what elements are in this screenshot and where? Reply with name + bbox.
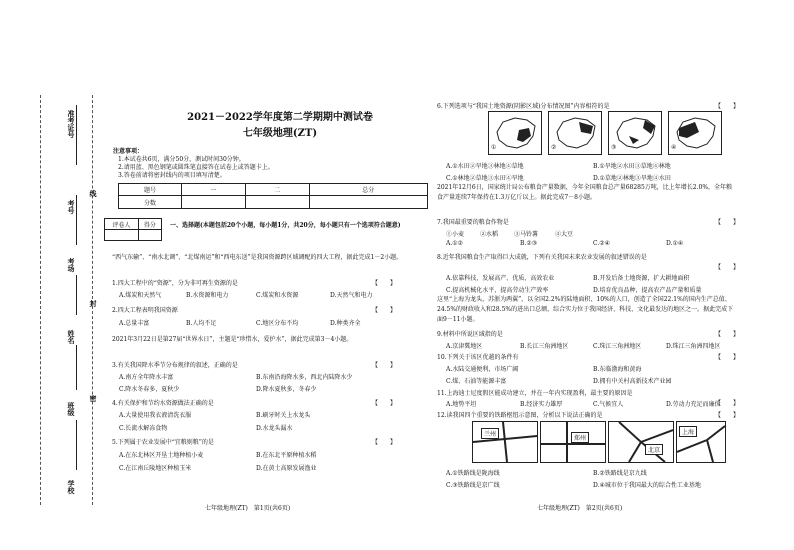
q8-option-c[interactable]: C.提高机械化水平，提高劳动生产效率 xyxy=(446,287,549,294)
map-2-label: ② xyxy=(551,144,557,151)
note-3: 3.答卷前请将密封线内的项目填写清楚。 xyxy=(118,172,226,179)
q10-option-c[interactable]: C.煤、石油等能源丰富 xyxy=(446,378,507,385)
grade-cell[interactable] xyxy=(138,230,161,241)
q8-option-b[interactable]: B.开发后备土地资源，扩大耕地面积 xyxy=(593,275,690,282)
label-class: 班级 xyxy=(67,402,76,416)
score-cell[interactable] xyxy=(182,196,246,209)
score-header-1: 一 xyxy=(182,184,246,196)
label-exam-id: 准考证号 xyxy=(67,110,76,138)
q10-option-b[interactable]: B.东临渤海和黄海 xyxy=(593,366,642,373)
railway-lines-icon xyxy=(609,422,673,462)
q4-option-a[interactable]: A.大量使用我衣液清洗衣服 xyxy=(119,412,192,419)
q2-option-c[interactable]: C.地区分布不均 xyxy=(256,320,299,327)
q10-stem: 10.下列关于该区优越的条件有 xyxy=(437,354,519,361)
grader-label: 评卷人 xyxy=(105,219,139,230)
q3-stem: 3.有关我国降水季节分布规律的叙述，正确的是 xyxy=(112,362,238,369)
q6-option-d[interactable]: D.①草地②林地③旱地④水田 xyxy=(593,175,671,182)
score-cell[interactable] xyxy=(245,196,309,209)
q8-option-a[interactable]: A.依靠科技，发展高产、优质、高效农业 xyxy=(446,275,555,282)
q6-stem: 6.下列选项与“我国土地资源(阴影区域)分布情况图”内容相符的是 xyxy=(437,103,610,110)
q4-option-c[interactable]: C.长流水解冻食物 xyxy=(119,425,168,432)
q1-option-a[interactable]: A.煤炭和天然气 xyxy=(119,292,162,299)
q5-option-a[interactable]: A.在东北林区开垦土地种植小麦 xyxy=(119,452,204,459)
q9-option-d[interactable]: D.珠江三角洲四地区 xyxy=(666,343,721,350)
q7-item-1: ①小麦 xyxy=(446,231,465,238)
note-2: 2.请用蓝、黑色钢笔或圆珠笔直接答在试卷上或答题卡上。 xyxy=(118,164,274,171)
q8-stem: 8.近年我国粮食生产取得巨大成就，下列有关我国未来农业发展的叙述错误的是 xyxy=(437,254,647,261)
exam-subtitle: 七年级地理(ZT) xyxy=(242,128,318,139)
q6-bracket[interactable]: 【 】 xyxy=(715,103,740,110)
q7-option-b[interactable]: B.②③ xyxy=(520,240,538,247)
q7-item-2: ②水稻 xyxy=(480,231,499,238)
q5-bracket[interactable]: 【 】 xyxy=(372,439,397,446)
q7-bracket[interactable]: 【 】 xyxy=(715,219,740,226)
q3-option-c[interactable]: C.降水冬春多，夏秋少 xyxy=(119,386,180,393)
q12-option-a[interactable]: A.①铁路线是陇海线 xyxy=(446,470,500,477)
q7-option-d[interactable]: D.①④ xyxy=(666,240,684,247)
q3-option-d[interactable]: D.降水夏秋多，冬春少 xyxy=(256,386,317,393)
q11-stem: 11.上海迪士尼度假区能成功建立，并在一年内实现盈利，最主要的原因是 xyxy=(437,390,633,397)
q9-stem: 9.材料中所说区域指的是 xyxy=(437,331,503,338)
intro-1: “西气东输”、“南水北调”、“北煤南运”和“西电东送”是我国资源跨区域调配的四大工程，据此完成1－2小题。 xyxy=(112,254,403,261)
q2-bracket[interactable]: 【 】 xyxy=(372,307,397,314)
q3-option-b[interactable]: B.东南沿海降水多，西北内陆降水少 xyxy=(256,374,353,381)
notes-heading: 注意事项： xyxy=(113,148,144,155)
q1-option-d[interactable]: D.天然气和电力 xyxy=(330,292,373,299)
q2-option-d[interactable]: D.种类齐全 xyxy=(330,320,361,327)
q7-stem: 7.我国最重要的粮食作物是 xyxy=(437,219,509,226)
score-cell[interactable] xyxy=(309,196,427,209)
q12-bracket[interactable]: 【 】 xyxy=(715,412,740,419)
exam-title: 2021－2022学年度第二学期期中测试卷 xyxy=(187,112,373,123)
q7-option-c[interactable]: C.②④ xyxy=(593,240,611,247)
mark-seal: 封 xyxy=(89,300,98,307)
mark-line: 线 xyxy=(89,190,98,197)
q1-stem: 1.四大工程中的“资源”，分为非可再生资源的是 xyxy=(112,280,238,287)
q11-bracket[interactable]: 【 】 xyxy=(715,400,740,407)
q5-option-d[interactable]: D.在黄土高原发展渔业 xyxy=(256,465,317,472)
q4-bracket[interactable]: 【 】 xyxy=(372,400,397,407)
railway-hub-4 xyxy=(676,421,726,463)
map-1-label: ① xyxy=(491,144,497,151)
q10-bracket[interactable]: 【 】 xyxy=(715,354,740,361)
q12-stem: 12.读我国四个重要的铁路枢纽示意图，分析以下说法正确的是 xyxy=(437,412,603,419)
mark-secret: 密 xyxy=(89,395,98,402)
q12-option-c[interactable]: C.③铁路线是京广线 xyxy=(446,482,500,489)
q2-stem: 2.四大工程表明我国资源 xyxy=(112,307,178,314)
page-1-footer: 七年级地理(ZT) 第1页(共6页) xyxy=(205,505,291,512)
label-name: 姓名 xyxy=(67,330,76,344)
score-row-label: 分数 xyxy=(119,196,182,209)
map-1 xyxy=(488,111,542,155)
intro-4: 这里“上海为龙头，苏浙为两翼”，以全国2.2%的陆地面积、10%的人口，创造了全国22.1%的国内生产总值、24.5%的财政收入和28.5%的进出口总额，综合实力位于我国经济、科技、文化最发达的地区之一。据此完成下面9－11小题。 xyxy=(437,296,734,323)
china-map-icon xyxy=(489,112,541,154)
china-map-icon xyxy=(669,112,721,154)
q8-bracket[interactable]: 【 】 xyxy=(715,264,740,271)
reviewer-box xyxy=(104,218,162,241)
q1-option-b[interactable]: B.水资源和电力 xyxy=(186,292,229,299)
map-4 xyxy=(668,111,722,155)
grade-label: 得分 xyxy=(138,219,161,230)
map-2 xyxy=(548,111,602,155)
q10-option-a[interactable]: A.水陆交通便利，市场广阔 xyxy=(446,366,519,373)
q11-option-a[interactable]: A.地势平坦 xyxy=(446,401,477,408)
score-header-total: 总分 xyxy=(309,184,427,196)
china-map-icon xyxy=(609,112,661,154)
q2-option-b[interactable]: B.人均不足 xyxy=(186,320,217,327)
page-2-footer: 七年级地理(ZT) 第2页(共6页) xyxy=(537,505,623,512)
q4-stem: 4.有关保护和节约水资源做法正确的是 xyxy=(112,400,214,407)
note-1: 1.本试卷共6页，满分50分，测试时间30分钟。 xyxy=(118,156,245,163)
intro-3: 2021年12月6日，国家统计局公布粮食产量数据，今年全国粮食总产量68285万吨，比上年增长2.0%，全年粮食产量连续7年保持在1.3万亿斤以上。据此完成7－8小题。 xyxy=(437,184,733,201)
q12-option-b[interactable]: B.②铁路线是京九线 xyxy=(593,470,647,477)
score-header-no: 题号 xyxy=(119,184,182,196)
score-header-2: 二 xyxy=(245,184,309,196)
grader-cell[interactable] xyxy=(105,230,139,241)
q3-option-a[interactable]: A.南方全年降水丰富 xyxy=(119,374,174,381)
q9-bracket[interactable]: 【 】 xyxy=(715,331,740,338)
q4-option-d[interactable]: D.水龙头漏水 xyxy=(256,425,293,432)
section-1-title: 一、选择题(本题包括20个小题，每小题1分，共20分，每小题只有一个选项符合题意) xyxy=(170,222,401,229)
q1-bracket[interactable]: 【 】 xyxy=(372,280,397,287)
railway-hub-3 xyxy=(608,421,674,463)
q7-item-4: ④大豆 xyxy=(555,231,574,238)
q7-option-a[interactable]: A.①② xyxy=(446,240,463,247)
railway-hub-1 xyxy=(472,421,538,463)
q6-option-b[interactable]: B.①旱地②水田③草地④林地 xyxy=(593,163,671,170)
label-room: 考场 xyxy=(67,258,76,272)
q6-option-c[interactable]: C.①林地②草地③水田④旱地 xyxy=(446,175,524,182)
q12-option-d[interactable]: D.④城市位于我国最大的综合性工业基地 xyxy=(593,482,701,489)
q9-option-c[interactable]: C.珠江三角洲地区 xyxy=(593,343,642,350)
q9-option-b[interactable]: B.长江三角洲地区 xyxy=(520,343,569,350)
q1-option-c[interactable]: C.煤炭和水资源 xyxy=(256,292,299,299)
q11-option-b[interactable]: B.经济实力雄厚 xyxy=(520,401,563,408)
label-seat-no: 考号 xyxy=(67,200,76,214)
q7-item-3: ③马铃薯 xyxy=(514,231,539,238)
label-school: 学校 xyxy=(67,480,76,494)
hub-3-label: 北京 xyxy=(645,444,663,455)
q6-option-a[interactable]: A.①水田②旱地③林地④草地 xyxy=(446,163,524,170)
railway-hub-2 xyxy=(540,421,606,463)
q11-option-c[interactable]: C.气候宜人 xyxy=(593,401,624,408)
q8-option-d[interactable]: D.培育优良品种，提高农产品产量和质量 xyxy=(593,287,702,294)
score-table xyxy=(118,183,428,209)
hub-1-label: 兰州 xyxy=(481,428,499,439)
map-4-label: ④ xyxy=(671,144,677,151)
china-map-icon xyxy=(549,112,601,154)
q3-bracket[interactable]: 【 】 xyxy=(372,362,397,369)
q9-option-a[interactable]: A.京津冀地区 xyxy=(446,343,483,350)
q5-stem: 5.下列属于农业发展中“宜粮则粮”的是 xyxy=(112,439,214,446)
hub-2-label: 郑州 xyxy=(571,432,589,443)
q5-option-c[interactable]: C.在江南丘陵地区种植玉米 xyxy=(119,465,192,472)
q5-option-b[interactable]: B.在东北平原种植水稻 xyxy=(256,452,317,459)
map-3 xyxy=(608,111,662,155)
q2-option-a[interactable]: A.总量丰富 xyxy=(119,320,150,327)
hub-4-label: 上海 xyxy=(679,426,697,437)
map-3-label: ③ xyxy=(611,144,617,151)
q11-option-d[interactable]: D.劳动力充足而廉价 xyxy=(666,401,721,408)
q10-option-d[interactable]: D.拥有中关村高新技术产业园 xyxy=(593,378,672,385)
intro-2: 2021年3月22日是第27届“世界水日”，主题是“珍惜水，爱护水”，据此完成第3－4小题。 xyxy=(112,336,353,343)
q4-option-b[interactable]: B.刷牙时关上水龙头 xyxy=(256,412,311,419)
